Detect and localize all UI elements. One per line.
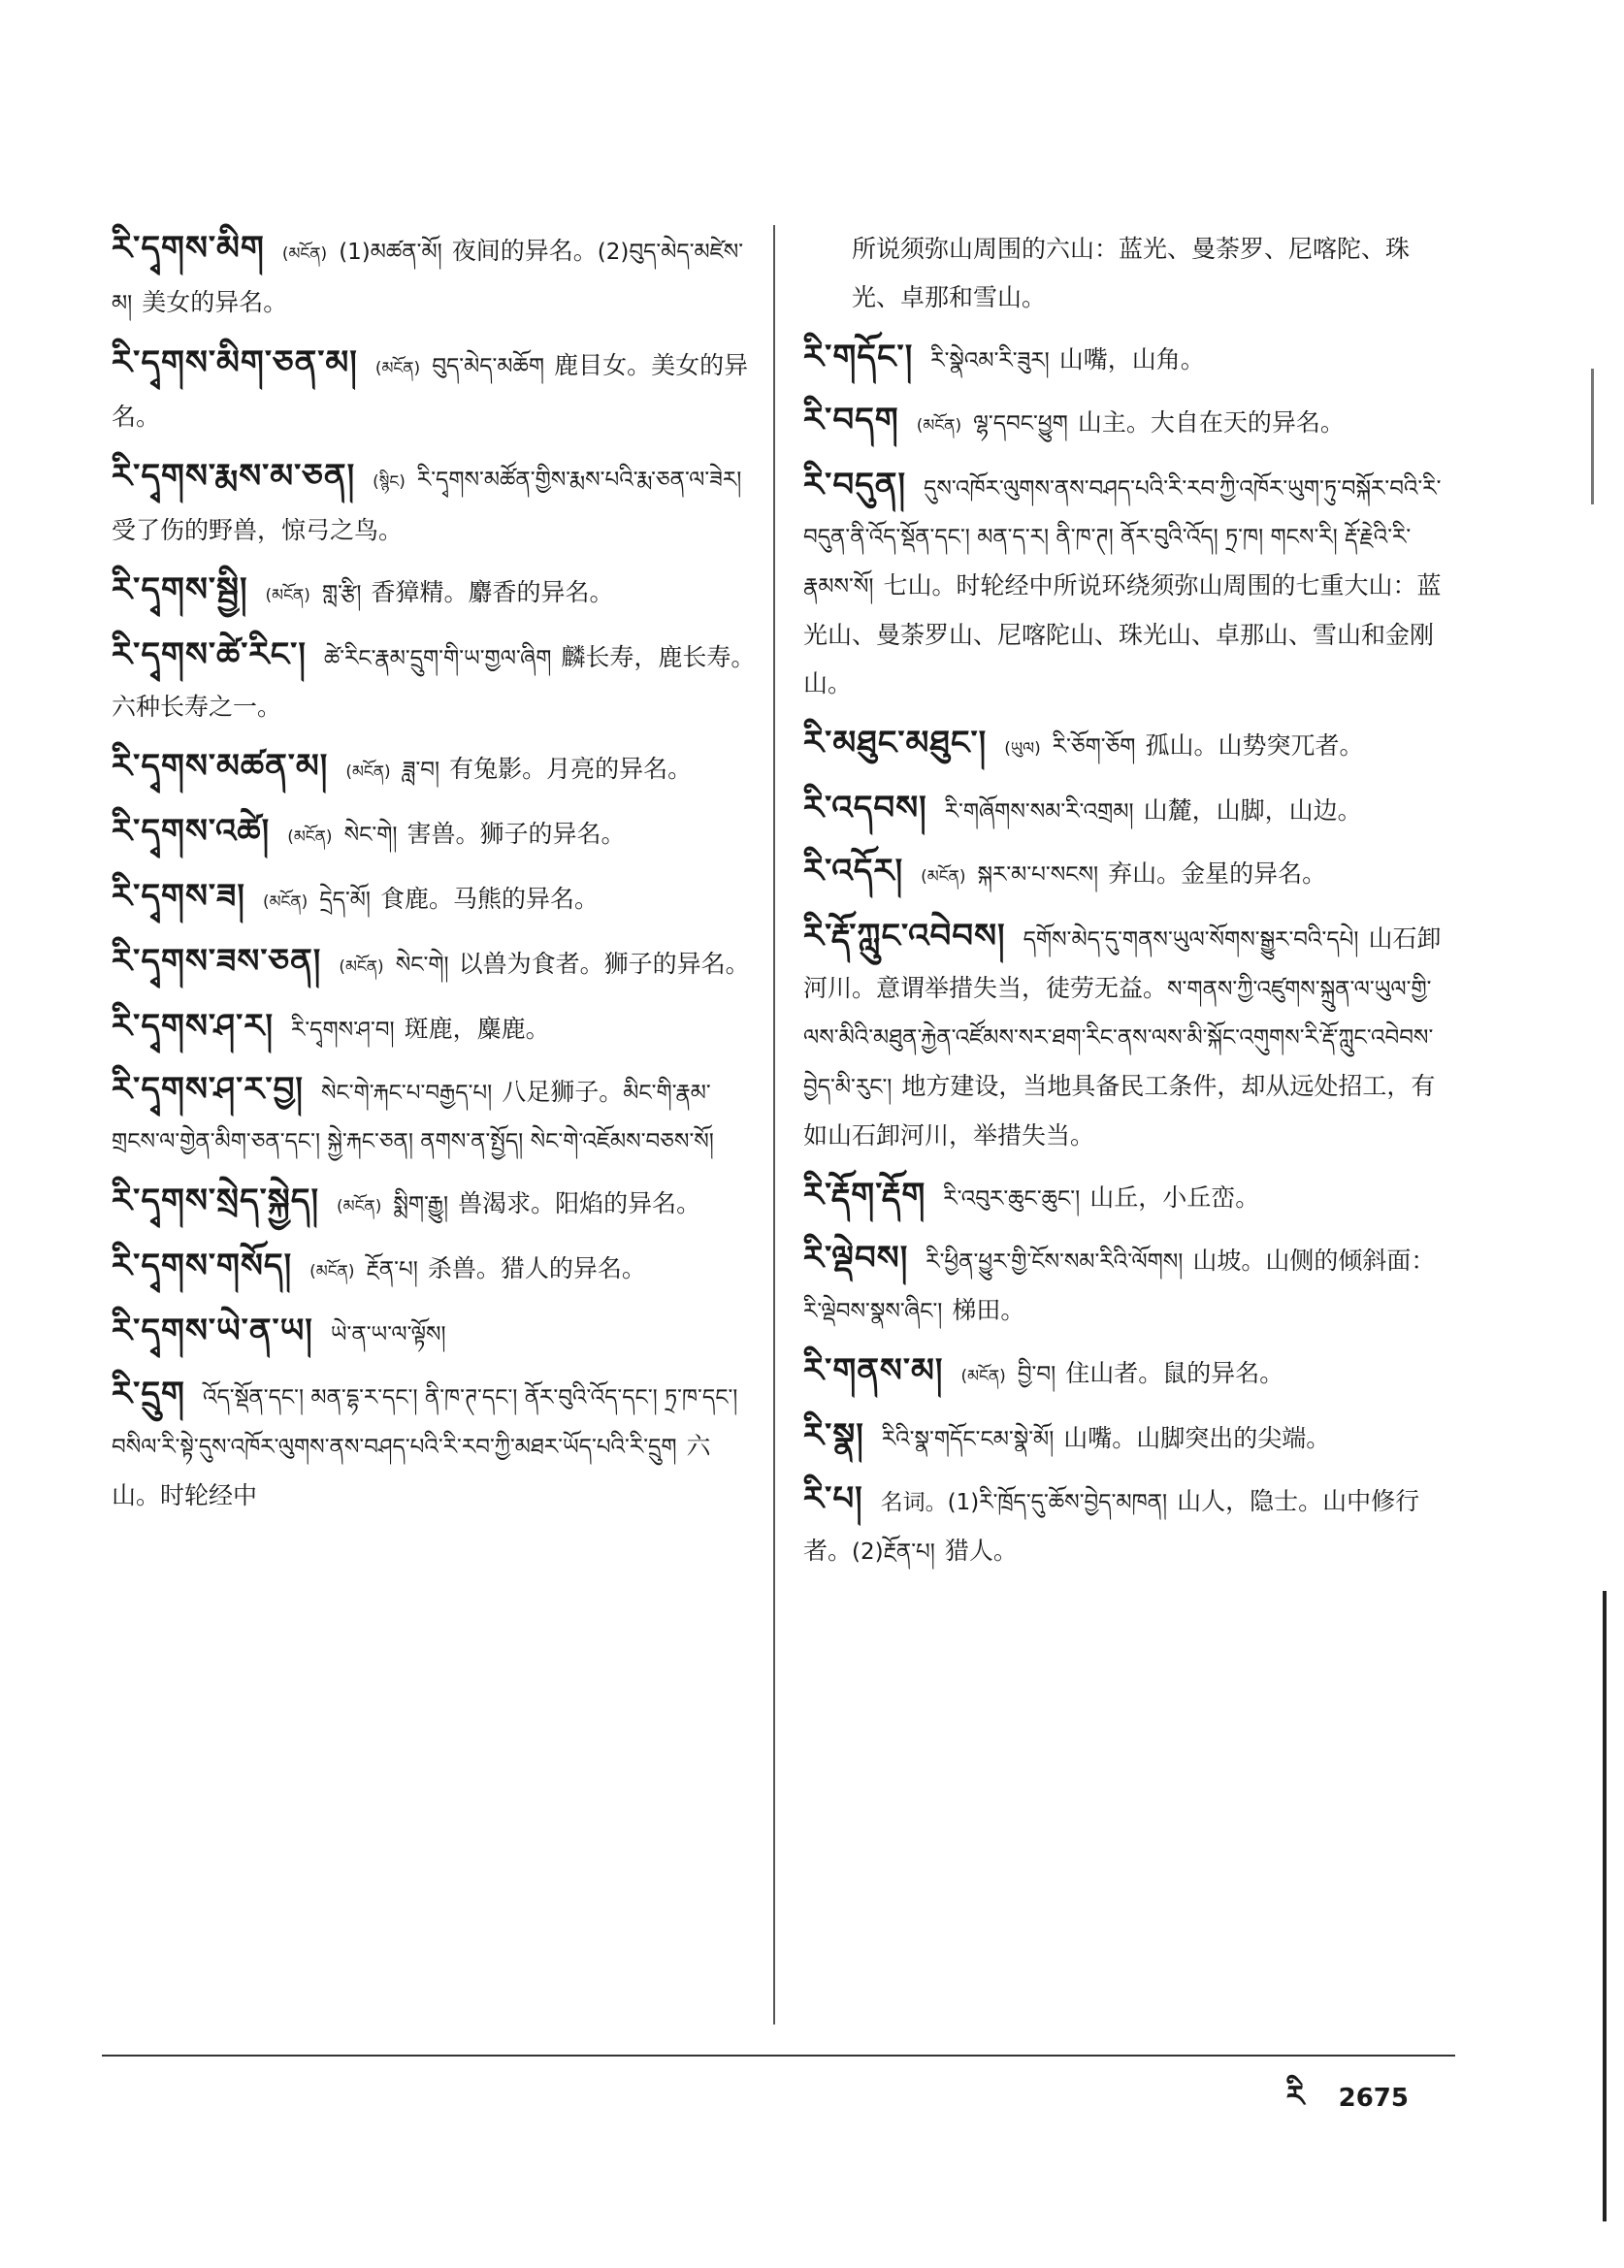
dictionary-entry (112, 743, 757, 796)
source-tag: (མངོན) (345, 762, 391, 782)
tibetan-definition: སེང་གེ། (343, 823, 398, 848)
footer-rule (102, 2055, 1455, 2057)
source-tag: (མངོན) (921, 867, 966, 887)
tibetan-definition: (1)མཚན་མོ། (339, 240, 442, 265)
headword: རི་དྲུག (112, 1375, 185, 1413)
entry-text (112, 1003, 757, 1054)
tibetan-definition: མིང་གི་རྣམ་གྲངས་ལ་གྱེན་མིག་ཅན་དང་། སྐྱེ་རྐང་ཅན། ནགས་ན་སྤྱོད། སེང་གེ་འཇོམས་བཅས་སོ། (112, 1081, 714, 1154)
chinese-definition: 八足狮子。 (502, 1078, 624, 1106)
source-tag: (མངོན) (337, 1197, 382, 1216)
headword: རི་འདོར། (803, 852, 904, 891)
headword: རི་དྭགས་གསོད། (112, 1247, 293, 1285)
tibetan-definition: རི་སྣེའམ་རི་ཟུར། (930, 348, 1050, 373)
tibetan-definition: (2)རྔོན་པ། (852, 1539, 935, 1565)
dictionary-entry (803, 913, 1444, 1160)
source-tag: (མངོན) (339, 957, 384, 977)
chinese-definition: 以兽为食者。狮子的异名。 (458, 950, 750, 978)
headword: རི་རྡོ་ཀླུང་འབེབས། (803, 917, 1006, 956)
source-tag: (མངོན) (960, 1367, 1006, 1386)
chinese-definition: 山麓，山脚，山边。 (1143, 796, 1362, 825)
footer-tibetan-mark: རི (1285, 2080, 1305, 2114)
tibetan-definition: རི་འབུར་ཆུང་ཆུང་། (943, 1186, 1081, 1212)
chinese-definition: 有兔影。月亮的异名。 (449, 755, 693, 783)
dictionary-entry (803, 397, 1444, 450)
column-divider (773, 225, 775, 2025)
tibetan-definition: རྔོན་པ། (366, 1257, 418, 1282)
headword: རི་དྭགས་སྦྱི། (112, 570, 248, 609)
chinese-definition: 山坡。山侧的倾斜面： (1192, 1247, 1436, 1275)
headword: རི་གནས་མ། (803, 1351, 944, 1390)
chinese-definition: 山主。大自在天的异名。 (1077, 408, 1345, 437)
tibetan-definition: འོད་སྡོན་དང་། མན་དྷ་ར་དང་། ནི་ཁ་ཊ་དང་། ནོར་བུའི་འོད་དང་། ཏྲ་ཁ་དང་། (202, 1385, 738, 1410)
headword: རི་དྭགས་ཡེ་ན་ཡ། (112, 1312, 313, 1350)
chinese-definition: 弃山。金星的异名。 (1108, 859, 1327, 888)
source-tag: (མངོན) (265, 586, 310, 605)
dictionary-entry (112, 873, 757, 926)
headword: རི་དྭགས་མཚན་མ། (112, 747, 329, 786)
chinese-definition: 山石卸河川。意谓举措失当，徒劳无益。 (803, 924, 1442, 1002)
tibetan-definition: (2)བུད་མེད་མཛེས་མ། (112, 240, 744, 316)
dictionary-entry (112, 808, 757, 861)
dictionary-entry (112, 632, 757, 731)
headword: རི་འདབས། (803, 789, 927, 827)
dictionary-entry (112, 453, 757, 555)
dictionary-entry (112, 340, 757, 441)
entry-text (803, 1172, 1444, 1223)
page-footer (1286, 2064, 1409, 2146)
entry-text (803, 720, 1444, 773)
entry-text (803, 1475, 1444, 1576)
dictionary-entry (803, 1172, 1444, 1223)
source-tag: (མངོན) (287, 827, 333, 847)
chinese-definition: 七山。时轮经中所说环绕须弥山周围的七重大山：蓝光山、曼荼罗山、尼喀陀山、珠光山、卓那山、雪山和金刚山。 (803, 571, 1442, 697)
headword: རི་དྭགས་རྨས་མ་ཅན། (112, 457, 356, 496)
entry-text (112, 632, 757, 731)
source-tag: (མངོན) (374, 359, 421, 378)
tibetan-definition: དུས་འཁོར་ལུགས་ནས་བཤད་པའི་རི་རབ་ཀྱི་འཁོར་ཡུག་ཏུ་བསྐོར་བའི་རི་བདུན་ནི་འོད་སྡོན་དང་། མན་ད་ར། ནི་ཁ་ཊ། ནོར་བུའི་འོད། ཏྲ་ཁ། གངས་རི། རྡོ་རྗེའི་རི་རྣམས་སོ། (803, 476, 1442, 599)
headword: རི་དྭགས་ཟས་ཅན། (112, 942, 322, 981)
chinese-definition: 孤山。山势突兀者。 (1145, 731, 1364, 760)
source-tag: (མངོན) (262, 892, 309, 912)
chinese-definition: 杀兽。猎人的异名。 (427, 1254, 646, 1282)
chinese-definition: 梯田。 (952, 1296, 1025, 1324)
tibetan-definition: 名词。(1)རི་ཁྲོད་དུ་ཆོས་བྱེད་མཁན། (880, 1490, 1168, 1515)
headword: རི་དྭགས་ཟ། (112, 877, 245, 916)
dictionary-entry (803, 334, 1444, 385)
entry-text (112, 1243, 757, 1296)
tibetan-definition: ཡེ་ན་ཡ་ལ་ལྟོས། (330, 1322, 446, 1347)
entry-text (112, 873, 757, 926)
tibetan-definition: ཚེ་རིང་རྣམ་དྲུག་གི་ཡ་གྱལ་ཞིག (323, 646, 552, 671)
headword: རི་ལྡེབས། (803, 1239, 909, 1278)
headword: རི་རྡོག་རྡོག (803, 1176, 926, 1215)
source-tag: (སྙིང) (373, 472, 406, 492)
tibetan-definition: བྱི་བ། (1017, 1362, 1056, 1387)
headword: རི་དྭགས་མིག་ཅན་མ། (112, 343, 358, 382)
dictionary-entry (803, 462, 1444, 708)
entry-text (112, 567, 757, 620)
dictionary-entry (803, 1475, 1444, 1576)
tibetan-definition: ཟླ་བ། (402, 758, 440, 783)
entry-text (112, 743, 757, 796)
chinese-definition: 美女的异名。 (142, 288, 288, 316)
entry-text (803, 1412, 1444, 1464)
entry-text (112, 340, 757, 441)
dictionary-entry (803, 720, 1444, 773)
dictionary-entry (112, 938, 757, 991)
tibetan-definition: སེང་གེ་རྐང་པ་བརྒྱད་པ། (320, 1081, 493, 1106)
tibetan-definition: རི་དྭགས་ཤ་བ། (291, 1018, 395, 1043)
chinese-definition: 山人，隐士。山中修行者。 (803, 1487, 1420, 1565)
tibetan-definition: རིའི་སྣ་གདོང་ངམ་སྣེ་མོ། (881, 1427, 1055, 1452)
tibetan-definition: ལྷ་དབང་ཕྱུག (973, 411, 1068, 437)
right-edge-mark (1603, 1591, 1607, 2221)
chinese-definition: 夜间的异 (451, 237, 549, 265)
tibetan-definition: དྲེད་མོ། (319, 888, 372, 913)
dictionary-entry (803, 848, 1444, 901)
tibetan-definition: སྐར་མ་པ་སངས། (977, 862, 1099, 888)
headword: རི་དྭགས་སྲེད་སྐྱེད། (112, 1182, 319, 1220)
chinese-definition: 食鹿。马熊的异名。 (380, 885, 600, 913)
tibetan-definition: ས་གནས་ཀྱི་འཛུགས་སྐྲུན་ལ་ཡུལ་གྱི་ལས་མིའི་མཐུན་རྐྱེན་འཛོམས་སར་ཐག་རིང་ནས་ལས་མི་སྐོང་འགུགས་རི་རྡོ་ཀླུང་འབེབས་བྱེད་མི་རུང་། (803, 977, 1434, 1100)
dictionary-entry (112, 1243, 757, 1296)
chinese-definition: 兽渴求。阳焰的异名。 (458, 1189, 701, 1217)
tibetan-definition: བུད་མེད་མཆོག (432, 354, 545, 379)
tibetan-definition: གླ་རྩི། (321, 581, 362, 606)
entry-text (112, 1178, 757, 1231)
entry-text (112, 1308, 757, 1359)
chinese-definition: 六山。时轮经中 (112, 1432, 711, 1509)
headword: རི་སྣ། (803, 1416, 864, 1455)
chinese-definition: 猎人。 (944, 1537, 1018, 1565)
headword: རི་གདོང་། (803, 338, 914, 376)
chinese-definition: 住山者。鼠的异名。 (1065, 1359, 1284, 1387)
source-tag: (མངོན) (281, 244, 328, 264)
tibetan-definition: སེང་གེ། (395, 953, 449, 978)
source-tag: (མངོན) (916, 416, 962, 436)
tibetan-definition: རི་ཅོག་ཅོག (1052, 734, 1136, 760)
chinese-definition: 所说须弥山周围的六山：蓝光、曼荼罗、尼喀陀、珠光、卓那和雪山。 (852, 235, 1411, 311)
chinese-definition: 受了伤的野兽，惊弓之鸟。 (112, 516, 404, 544)
dictionary-entry (803, 225, 1444, 322)
dictionary-entry (112, 1003, 757, 1054)
dictionary-entry (112, 1371, 757, 1520)
tibetan-definition: རི་གཞོགས་སམ་རི་འགྲམ། (944, 799, 1134, 825)
entry-text (112, 1066, 757, 1166)
tibetan-definition: རི་དྭགས་མཚོན་གྱིས་རྨས་པའི་རྨ་ཅན་ལ་ཟེར། (416, 468, 742, 493)
entry-text (112, 453, 757, 555)
entry-text (112, 808, 757, 861)
source-tag: (མངོན) (309, 1262, 355, 1281)
tibetan-definition: བསིལ་རི་སྟེ་དུས་འཁོར་ལུགས་ནས་བཤད་པའི་རི་རབ་ཀྱི་མཐར་ཡོད་པའི་རི་དྲུག (112, 1435, 677, 1460)
entry-text (803, 848, 1444, 901)
entry-text (803, 1347, 1444, 1401)
right-column (803, 225, 1444, 1588)
entry-text (112, 225, 757, 328)
tibetan-definition: སྨིག་རྒྱུ། (393, 1192, 449, 1217)
dictionary-entry (112, 1066, 757, 1166)
tibetan-definition: རི་ཕྱིན་ཕྱུར་གྱི་ངོས་སམ་རིའི་ལོགས། (926, 1249, 1184, 1275)
chinese-definition: 麟长寿，鹿长寿。六种长寿之一。 (112, 643, 756, 721)
dictionary-entry (803, 1412, 1444, 1464)
headword: རི་བདག (803, 401, 899, 439)
tibetan-definition: དགོས་མེད་དུ་གནས་ཡུལ་སོགས་སྒྱུར་བའི་དཔེ། (1023, 927, 1359, 953)
entry-text (112, 938, 757, 991)
headword: རི་མཐུང་མཐུང་། (803, 724, 988, 762)
dictionary-entry (803, 1347, 1444, 1401)
chinese-definition: 山嘴，山角。 (1058, 345, 1205, 373)
tibetan-definition: རི་ལྡེབས་སྣས་ཞིང་། (803, 1299, 943, 1324)
entry-text (803, 462, 1444, 708)
chinese-definition: 名。 (548, 237, 598, 265)
left-column (112, 225, 757, 1532)
chinese-definition: 斑鹿，麋鹿。 (404, 1015, 550, 1043)
page-number: 2675 (1338, 2084, 1409, 2113)
dictionary-entry (112, 567, 757, 620)
entry-text (803, 1235, 1444, 1336)
dictionary-entry (803, 785, 1444, 836)
headword: རི་པ། (803, 1479, 863, 1518)
headword: རི་དྭགས་ཤ་ར་བྱ། (112, 1070, 304, 1109)
chinese-definition: 山嘴。山脚突出的尖端。 (1063, 1424, 1331, 1452)
chinese-definition: 鹿目女。美女的异名。 (112, 351, 749, 431)
dictionary-entry (112, 1308, 757, 1359)
entry-text (803, 334, 1444, 385)
dictionary-entry (803, 1235, 1444, 1336)
chinese-definition: 山丘，小丘峦。 (1089, 1183, 1260, 1212)
entry-text (803, 225, 1444, 322)
entry-text (803, 913, 1444, 1160)
dictionary-entry (112, 225, 757, 328)
headword: རི་དྭགས་ཚེ་རིང་། (112, 635, 307, 674)
entry-text (112, 1371, 757, 1520)
headword: རི་དྭགས་ཤ་ར། (112, 1007, 275, 1046)
entry-text (803, 397, 1444, 450)
entry-text (803, 785, 1444, 836)
right-edge-mark (1591, 369, 1594, 504)
source-tag: (ཡུལ) (1004, 739, 1041, 759)
headword: རི་དྭགས་འཚེ། (112, 812, 271, 851)
dictionary-entry (112, 1178, 757, 1231)
chinese-definition: 害兽。狮子的异名。 (406, 820, 626, 848)
chinese-definition: 香獐精。麝香的异名。 (371, 578, 614, 606)
headword: རི་དྭགས་མིག (112, 229, 265, 268)
chinese-definition: 地方建设，当地具备民工条件，却从远处招工，有如山石卸河川，举措失当。 (803, 1072, 1436, 1150)
headword: རི་བདུན། (803, 466, 907, 504)
